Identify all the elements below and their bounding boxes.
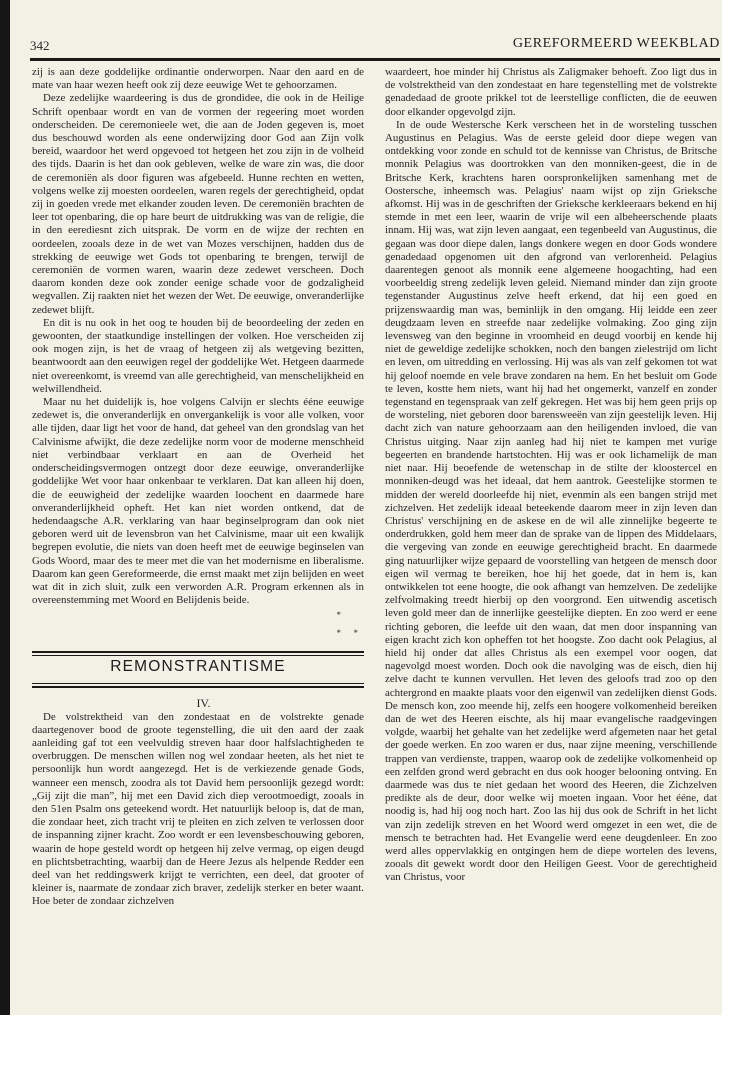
page-number: 342: [30, 38, 50, 53]
scan-left-edge: [0, 0, 10, 1068]
paragraph: Deze zedelijke waardeering is dus de grondidee, die ook in de Heilige Schrift openbaar wordt en van de vormen der regeering moet worden onderscheiden. De ceremonieele wet, die aan de Joden gegeven is, moet dus beschouwd worden als eene onderwijzing door God aan Zijn volk bereid, waardoor het werd opgevoed tot hetgeen het zou zijn in de volheid des tijds. Daarin is het dan ook gebleven, welke de ware zin was, die door de ceremoniën als door figuren was afgebeeld. Hunne rechten en wetten, volgens welke zij moesten oordeelen, waren regels der gerechtigheid, opdat zij in goeden vrede met elkander zouden leven. De ceremoniën brachten de leer tot openbaring, die op hare beurt de uitdrukking was van de religie, die in den eerediesnt zich uitsprak. De vorm en de wijze der rechten en oordeelen, zooals deze in de wet van Mozes verschijnen, hadden dus de strekking de eeuwige wet Gods tot openbaring te brengen, terwijl de ceremoniën de vormen waren, waarin deze zedewet verscheen. Doch daarom konden deze ook zonder eenige schade voor de godzaligheid wegvallen. Zij raakten niet het wezen der Wet. De eeuwige, onveranderlijke zedewet blijft.: [32, 92, 364, 316]
paragraph: De volstrektheid van den zondestaat en de volstrekte genade daartegenover bood de groote tegenstelling, die uit den aard der zaak aanleiding gaf tot een veelvuldig streven haar door halfslachtigheden te overbruggen. De menschen willen nog wel zondaar heeten, als het niet te persoonlijk hun wordt aangezegd. Het is de verkiezende genade Gods, wanneer een mensch, zoodra als tot David hem persoonlijk gezegd wordt: „Gij zijt die man”, hij met een David zich diep verootmoedigt, zooals in den 51en Psalm ons geteekend wordt. Het natuurlijk beloop is, dat de man, die zondaar heet, zich tracht vrij te pleiten en zich zelven te verlossen door de inspanning zijner kracht. Zoo wordt er een levensbeschouwing geboren, waarin de hope gesteld wordt op hetgeen hij zelve vermag, op eigen deugd en plichtsbetrachting, waarbij dan de Heere Jezus als helpende Redder een deel van het reddingswerk krijgt te verrichten, een deel, dat grooter of kleiner is, naarmate de zondaar zich braver, zedelijk sterker en beter waant. Hoe beter de zondaar zichzelven: [32, 710, 364, 908]
separator-star: *: [336, 610, 341, 621]
heading-rule: [32, 651, 364, 653]
heading-rule: [32, 683, 364, 684]
page-header: [30, 36, 720, 54]
separator-star: *: [336, 628, 341, 639]
left-column: [32, 66, 364, 909]
right-column: [385, 66, 717, 885]
scan-right-margin: [722, 0, 738, 1068]
section-number: IV.: [196, 696, 211, 711]
paragraph: In de oude Westersche Kerk verscheen het in de worsteling tusschen Augustinus en Pelagius. Was de eerste geleid door diepe wegen van ontdekking voor zonde en schuld tot de kennisse van Christus, de Britsche monnik Pelagius was doortrokken van den monniken-geest, die in de Britsche Kerk, krachtens haren oorspronkelijken samenhang met de Oostersche, inheemsch was. Pelagius' naam wijst op zijn Grieksche afkomst. Hij was in de geschriften der Grieksche kerkleeraars bekend en hij stemde in met een leer, waarin de vrije wil een albeheerschende plaats innam. Hij was, wat zijn leven aangaat, een tegenbeeld van Augustinus, die gegaan was door diepe dalen, langs donkere wegen en door Gods wondere genadedaad opgenomen uit den afgrond van verlorenheid. Pelagius daarentegen genoot als monnik eene algemeene hoogachting, had een voorbeeldig streng zedelijk leven geleid. Niemand minder dan zijn groote tegenstander Augustinus zelve heeft erkend, dat hij een goed en prijzenswaardig man was, beminlijk in den omgang. Hij leidde een zeer deugdzaam leven en streefde naar zedelijke volmaking. Zoo ging zijn levensweg van den beginne in vroomheid en deugd voorbij en kende hij niet de geweldige zedelijke schokken, noch den bangen zielestrijd om licht en leven, om uitredding en verlossing. Hij was als van zelf gekomen tot wat hij geloof noemde en vele brave zondaren na hem. En het besluit om Gode te leven, kostte hem niets, want hij had het ongemerkt, vanzelf en zonder tegenstand en tegenspraak van zelf gekregen. Het was bij hem geen prijs op de worsteling, niet geboren door barensweeën van zijn geestelijk leven. Hij dacht zich van nature gehoorzaam aan den heiligenden invloed, die van Christus uitging. Naar zijn aanleg had hij niet te kampen met vurige begeerten en brandende hartstochten. Hij was er ook lichamelijk de man niet naar. Hij beoefende de wetenschap in de stilte der kloostercel en monniken-deugd was het ideaal, dat hem aantrok. Geestelijke stormen te midden der wereld doorleefde hij niet, evenmin als een bangen strijd met zichzelven. Het zedelijk ideaal beteekende daarom meer in zijn leven dan Christus' verschijning en de askese en de wil alle zinnelijke begeerte te onderdrukken, gold hem meer dan de sprake van de lippen des Middelaars, die vergeving van zonde en eeuwige gerechtigheid bracht. En daarmede ging natuurlijker wijze gepaard de voorstelling van hetgeen de mensch door eigen wil vermag te bereiken, hoe hij het goede, dat in hem is, kan ontwikkelen tot eene hoogte, die ook afhangt van hemzelven. De zedelijke zelfvolmaking treedt hierbij op den voorgrond. Een uitwendig ascetisch leven gold meer dan de innerlijke geestelijke diepten. En zoo werd er eene richting geboren, die leefde uit den waan, dat men door inspanning van eigen kracht zich kon opheffen tot het hoogste. Zoo dacht ook Pelagius, al hield hij onder dat alles Christus als een exempel voor oogen, dat nagevolgd moest worden. Doch ook die navolging was de eisch, dien hij zelve dacht te kunnen vervullen. Het leven des geloofs trad zoo op den achtergrond en maakte plaats voor den eigenwil van zedelijken dienst Gods. De mensch kon, zoo meende hij, zelfs een hoogere volkomenheid bereiken dan de wet des Heeren eischte, als hij maar evangelische raadgevingen volgde, waarbij het gehalte van het zedelijke werd afgemeten naar het getal der goede werken. En zoo waren er dus, naar zijne meening, verschillende trappen van verdienste, trappen, waarop ook de zedelijke volkomenheid op een zelfden grond werd gebracht en dus ook hooger belooning ontving. En daarmede was dus te niet gedaan het woord des Heeren, die Zichzelven predikte als de deur, door welke wij moeten ingaan. Voor het ééne, dat noodig is, had hij oog noch hart. Zoo las hij dus ook de Schrift in het licht van zijn zedelijk streven en het Woord werd omgezet in een wet, die de mensch te betrachten had. Het Evangelie werd eene deugdenleer. En zoo werd alles oppervlakkig en ontgingen hem de diepe wortelen des levens, zooals dit gewekt wordt door den Heiligen Geest. Voor de gerechtigheid van Christus, voor: [385, 118, 717, 884]
paragraph: En dit is nu ook in het oog te houden bij de beoordeeling der zeden en gewoonten, der staatkundige instellingen der volken. Hoe verscheiden zij ook mogen zijn, is het de vraag of hetgeen zij als wetgeving bezitten, beantwoordt aan den eeuwigen regel der goddelijke Wet. Hetgeen daarmede niet overeenkomt, is vreemd van alle gerechtigheid, van menschelijkheid en welwillendheid.: [32, 316, 364, 395]
paragraph: zij is aan deze goddelijke ordinantie onderworpen. Naar den aard en de mate van haar wezen heeft ook zij deze eeuwige Wet te gehoorzamen.: [32, 66, 364, 92]
heading-rule: [32, 655, 364, 656]
separator-star: *: [353, 628, 358, 639]
magazine-title: GEREFORMEERD WEEKBLAD: [512, 36, 720, 51]
paragraph: waardeert, hoe minder hij Christus als Zaligmaker behoeft. Zoo ligt dus in de volstrektheid van den zondestaat en hare tegenstelling met de volstrekte genadedaad de groote prikkel tot de leerstellige conflicten, die de eeuwen door elkander opgevolgd zijn.: [385, 66, 717, 118]
paragraph: Maar nu het duidelijk is, hoe volgens Calvijn er slechts ééne eeuwige zedewet is, die onveranderlijk en onvergankelijk is voor alle volken, voor alle tijden, daar ligt het voor de hand, dat geheel van den grondslag van het Calvinisme afwijkt, die deze zedelijke norm voor de moderne menschheid niet verbindbaar verklaart en aan de Overheid het onderscheidingsvermogen ontzegt door deze eeuwige, onveranderlijke goddelijke Wet voor haar onkenbaar te verklaren. Dat kan alleen hij doen, die de eeuwigheid der zedelijke waarden loochent en daarmede hare onveranderlijkheid opheft. Het kan niet worden ontkend, dat de hedendaagsche A.R. verklaring van haar beginselprogram dan ook niet geboren werd uit de levensbron van het Calvinisme, maar uit een kwalijk begrepen evolutie, die niets van doen heeft met de eeuwige beginselen van Gods Woord, maar des te meer met die van het modernisme en liberalisme. Daarom kan geen Gereformeerde, die ernst maakt met zijn belijden en weet wat dit in zich sluit, zulk een verworden A.R. Program erkennen als in overeenstemming met Woord en Belijdenis beide.: [32, 396, 364, 607]
heading-rule: [32, 686, 364, 688]
header-rule: [30, 58, 720, 61]
separator-stars: [32, 609, 364, 641]
section-heading: [32, 647, 364, 693]
section-title: REMONSTRANTISME: [110, 658, 286, 676]
scan-bottom-margin: [0, 1015, 738, 1068]
